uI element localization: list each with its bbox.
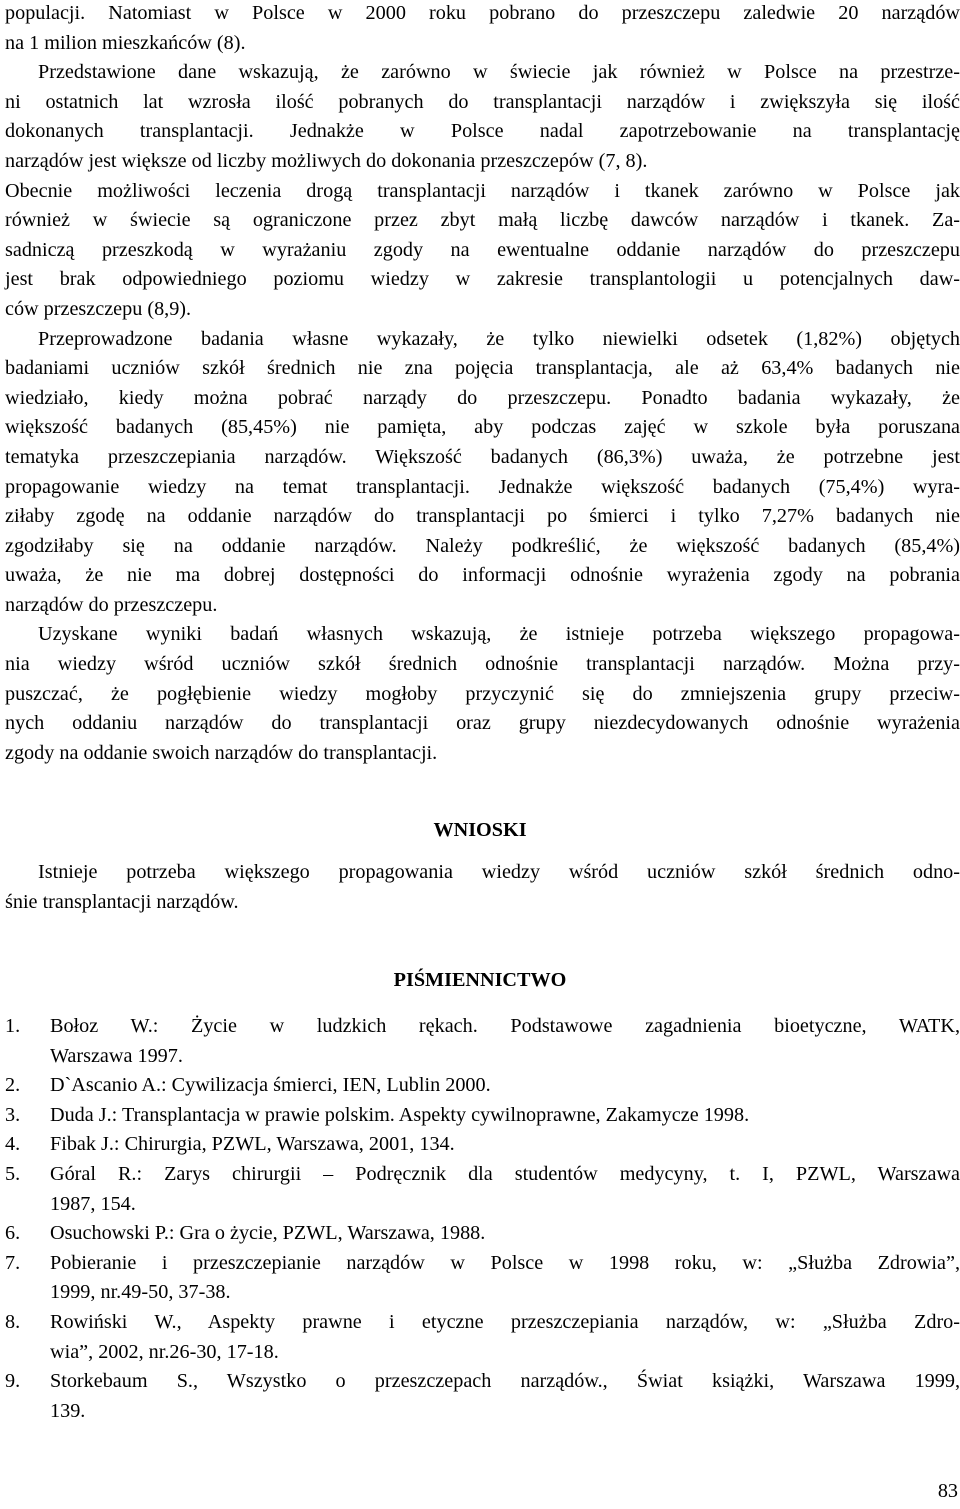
reference-item bbox=[5, 1249, 960, 1308]
reference-item bbox=[5, 1367, 960, 1426]
conclusions-heading: WNIOSKI bbox=[433, 819, 527, 841]
reference-text: 1987, 154. bbox=[50, 1192, 136, 1215]
text-line: ców przeszczepu (8,9). bbox=[5, 297, 192, 320]
paragraph bbox=[5, 620, 960, 768]
reference-number: 5. bbox=[5, 1162, 21, 1185]
references-list bbox=[5, 1012, 960, 1426]
text-line: Uzyskane wyniki badań własnych wskazują, że istnieje potrzeba większego propagowa- bbox=[38, 623, 960, 646]
reference-item bbox=[5, 1219, 960, 1249]
page-number: 83 bbox=[937, 1480, 958, 1502]
reference-text: Osuchowski P.: Gra o życie, PZWL, Warszawa, 1988. bbox=[50, 1222, 486, 1245]
references-heading: PIŚMIENNICTWO bbox=[393, 969, 567, 991]
paragraph bbox=[5, 0, 960, 58]
text-line: narządów jest większe od liczby możliwych do dokonania przeszczepów (7, 8). bbox=[5, 149, 648, 172]
reference-item bbox=[5, 1308, 960, 1367]
text-line: Przedstawione dane wskazują, że zarówno w świecie jak również w Polsce na przestrze- bbox=[38, 61, 960, 84]
reference-number: 6. bbox=[5, 1222, 21, 1245]
text-line: dokonanych transplantacji. Jednakże w Polsce nadal zapotrzebowanie na transplantację bbox=[5, 120, 960, 143]
reference-text: 139. bbox=[50, 1399, 86, 1422]
text-line: sadniczą przeszkodą w wyrażaniu zgody na ewentualne oddanie narządów do przeszczepu bbox=[5, 238, 960, 261]
reference-text: Góral R.: Zarys chirurgii – Podręcznik dla studentów medycyny, t. I, PZWL, Warszawa bbox=[50, 1162, 960, 1185]
reference-text: Bołoz W.: Życie w ludzkich rękach. Podstawowe zagadnienia bioetyczne, WATK, bbox=[50, 1015, 960, 1037]
reference-text: 1999, nr.49-50, 37-38. bbox=[50, 1281, 231, 1304]
text-line: zgody na oddanie swoich narządów do transplantacji. bbox=[5, 741, 438, 764]
text-line: ni ostatnich lat wzrosła ilość pobranych do transplantacji narządów i zwiększyła się ilość bbox=[5, 90, 960, 113]
reference-item bbox=[5, 1130, 960, 1160]
text-line: populacji. Natomiast w Polsce w 2000 roku pobrano do przeszczepu zaledwie 20 narządów bbox=[5, 2, 960, 24]
reference-text: wia”, 2002, nr.26-30, 17-18. bbox=[50, 1340, 279, 1363]
text-line: Przeprowadzone badania własne wykazały, że tylko niewielki odsetek (1,82%) objętych bbox=[38, 327, 960, 350]
text-line: Istnieje potrzeba większego propagowania wiedzy wśród uczniów szkół średnich odno- bbox=[38, 861, 960, 883]
reference-number: 1. bbox=[5, 1015, 21, 1037]
text-line: na 1 milion mieszkańców (8). bbox=[5, 31, 246, 54]
reference-text: Fibak J.: Chirurgia, PZWL, Warszawa, 2001, 134. bbox=[50, 1133, 455, 1156]
reference-item bbox=[5, 1160, 960, 1219]
reference-number: 3. bbox=[5, 1103, 21, 1126]
text-line: nia wiedzy wśród uczniów szkół średnich odnośnie transplantacji narządów. Można przy- bbox=[5, 653, 960, 676]
text-line: również w świecie są ograniczone przez zbyt małą liczbę dawców narządów i tkanek. Za- bbox=[5, 209, 960, 232]
reference-text: Duda J.: Transplantacja w prawie polskim. Aspekty cywilnoprawne, Zakamycze 1998. bbox=[50, 1103, 750, 1126]
reference-number: 8. bbox=[5, 1310, 21, 1333]
paragraph bbox=[5, 325, 960, 621]
text-line: ziłaby zgodę na oddanie narządów do transplantacji po śmierci i tylko 7,27% badanych nie bbox=[5, 505, 960, 528]
reference-text: Pobieranie i przeszczepianie narządów w Polsce w 1998 roku, w: „Służba Zdrowia”, bbox=[50, 1251, 960, 1274]
reference-text: Rowiński W., Aspekty prawne i etyczne przeszczepiania narządów, w: „Służba Zdro- bbox=[50, 1310, 960, 1333]
text-line: puszczać, że pogłębienie wiedzy mogłoby przyczynić się do zmniejszenia grupy przeciw- bbox=[5, 682, 960, 705]
text-line: tematyka przeszczepiania narządów. Większość badanych (86,3%) uważa, że potrzebne jest bbox=[5, 445, 960, 468]
text-line: nych oddaniu narządów do transplantacji oraz grupy niezdecydowanych odnośnie wyrażenia bbox=[5, 712, 960, 735]
text-line: propagowanie wiedzy na temat transplantacji. Jednakże większość badanych (75,4%) wyra- bbox=[5, 475, 960, 498]
reference-text: D`Ascanio A.: Cywilizacja śmierci, IEN, Lublin 2000. bbox=[50, 1074, 491, 1097]
reference-item bbox=[5, 1071, 960, 1101]
text-line: uważa, że nie ma dobrej dostępności do informacji odnośnie wyrażenia zgody na pobrania bbox=[5, 564, 960, 587]
body-text bbox=[5, 0, 960, 768]
reference-text: Warszawa 1997. bbox=[50, 1044, 183, 1067]
conclusions-text bbox=[5, 858, 960, 917]
reference-item bbox=[5, 1101, 960, 1131]
text-line: narządów do przeszczepu. bbox=[5, 593, 218, 616]
text-line: jest brak odpowiedniego poziomu wiedzy w zakresie transplantologii u potencjalnych daw- bbox=[5, 268, 960, 291]
text-line: wiedziało, kiedy można pobrać narządy do przeszczepu. Ponadto badania wykazały, że bbox=[5, 386, 960, 409]
reference-text: Storkebaum S., Wszystko o przeszczepach narządów., Świat książki, Warszawa 1999, bbox=[50, 1370, 960, 1393]
reference-number: 2. bbox=[5, 1074, 21, 1097]
text-line: Obecnie możliwości leczenia drogą transplantacji narządów i tkanek zarówno w Polsce jak bbox=[5, 179, 960, 202]
reference-number: 7. bbox=[5, 1251, 21, 1274]
reference-item bbox=[5, 1012, 960, 1071]
reference-number: 9. bbox=[5, 1370, 21, 1393]
text-line: śnie transplantacji narządów. bbox=[5, 890, 239, 913]
reference-number: 4. bbox=[5, 1133, 21, 1156]
text-line: większość badanych (85,45%) nie pamięta, aby podczas zajęć w szkole była poruszana bbox=[5, 416, 960, 439]
text-line: zgodziłaby się na oddanie narządów. Należy podkreślić, że większość badanych (85,4%) bbox=[5, 534, 960, 557]
paragraph bbox=[5, 58, 960, 324]
text-line: badaniami uczniów szkół średnich nie zna pojęcia transplantacja, ale aż 63,4% badanych nie bbox=[5, 357, 960, 380]
